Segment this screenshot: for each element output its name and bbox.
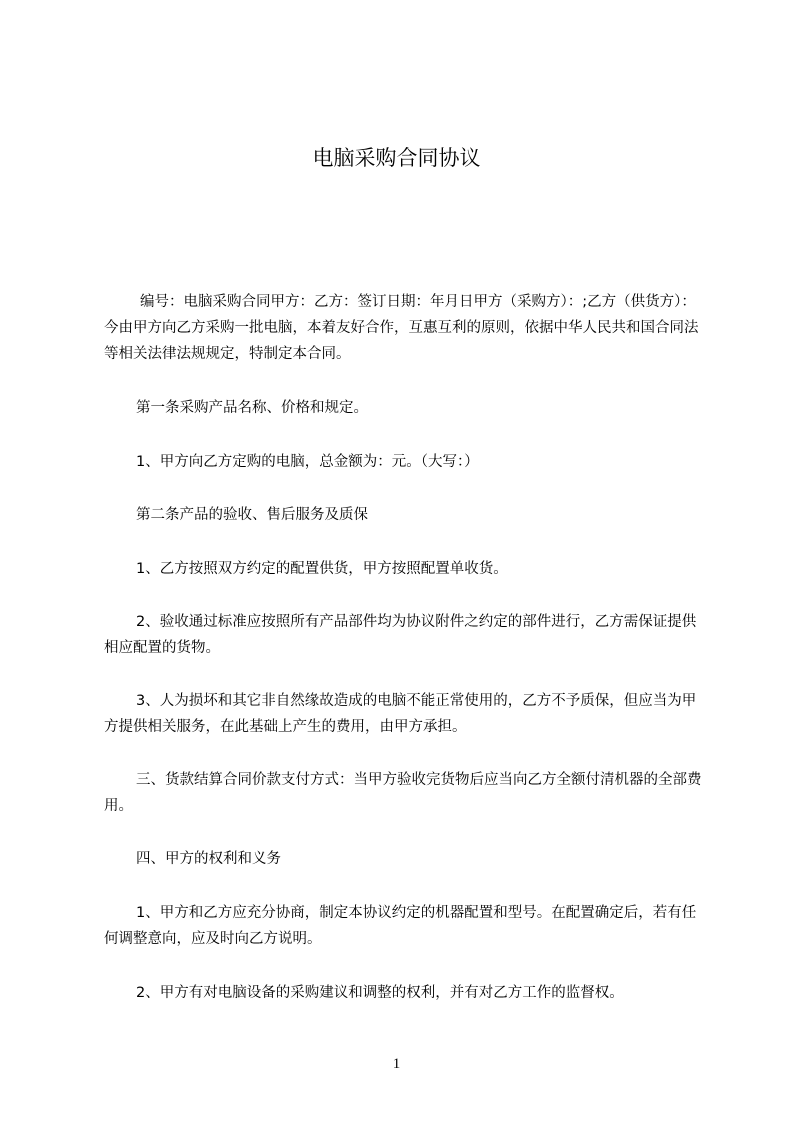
- paragraph-article-2-item-1: 1、乙方按照双方约定的配置供货，甲方按照配置单收货。: [136, 561, 508, 577]
- paragraph-article-2-item-3: 3、人为损坏和其它非自然缘故造成的电脑不能正常使用的，乙方不予质保，但应当为甲方提供相关服务，在此基础上产生的费用，由甲方承担。: [104, 693, 697, 735]
- paragraph-article-1-item-1: 1、甲方向乙方定购的电脑，总金额为：元。（大写：）: [136, 454, 479, 470]
- paragraph-article-4-heading: 四、甲方的权利和义务: [136, 851, 281, 867]
- page-number: 1: [392, 1056, 401, 1072]
- paragraph-preamble: 编号：电脑采购合同甲方：乙方：签订日期：年月日甲方（采购方）：;乙方（供货方）：今由甲方向乙方采购一批电脑，本着友好合作，互惠互利的原则，依据中华人民共和国合同法等相关法律法规规定，特制定本合同。: [104, 294, 699, 362]
- paragraph-article-1-heading: 第一条采购产品名称、价格和规定。: [136, 400, 368, 416]
- paragraph-article-3: 三、货款结算合同价款支付方式：当甲方验收完货物后应当向乙方全额付清机器的全部费用。: [104, 772, 702, 814]
- document-title: 电脑采购合同协议: [312, 146, 481, 170]
- paragraph-article-2-heading: 第二条产品的验收、售后服务及质保: [136, 507, 368, 523]
- paragraph-article-2-item-2: 2、验收通过标准应按照所有产品部件均为协议附件之约定的部件进行，乙方需保证提供相应配置的货物。: [104, 614, 697, 656]
- paragraph-article-4-item-2: 2、甲方有对电脑设备的采购建议和调整的权利，并有对乙方工作的监督权。: [136, 985, 624, 1001]
- paragraph-article-4-item-1: 1、甲方和乙方应充分协商，制定本协议约定的机器配置和型号。在配置确定后，若有任何调整意向，应及时向乙方说明。: [104, 905, 697, 947]
